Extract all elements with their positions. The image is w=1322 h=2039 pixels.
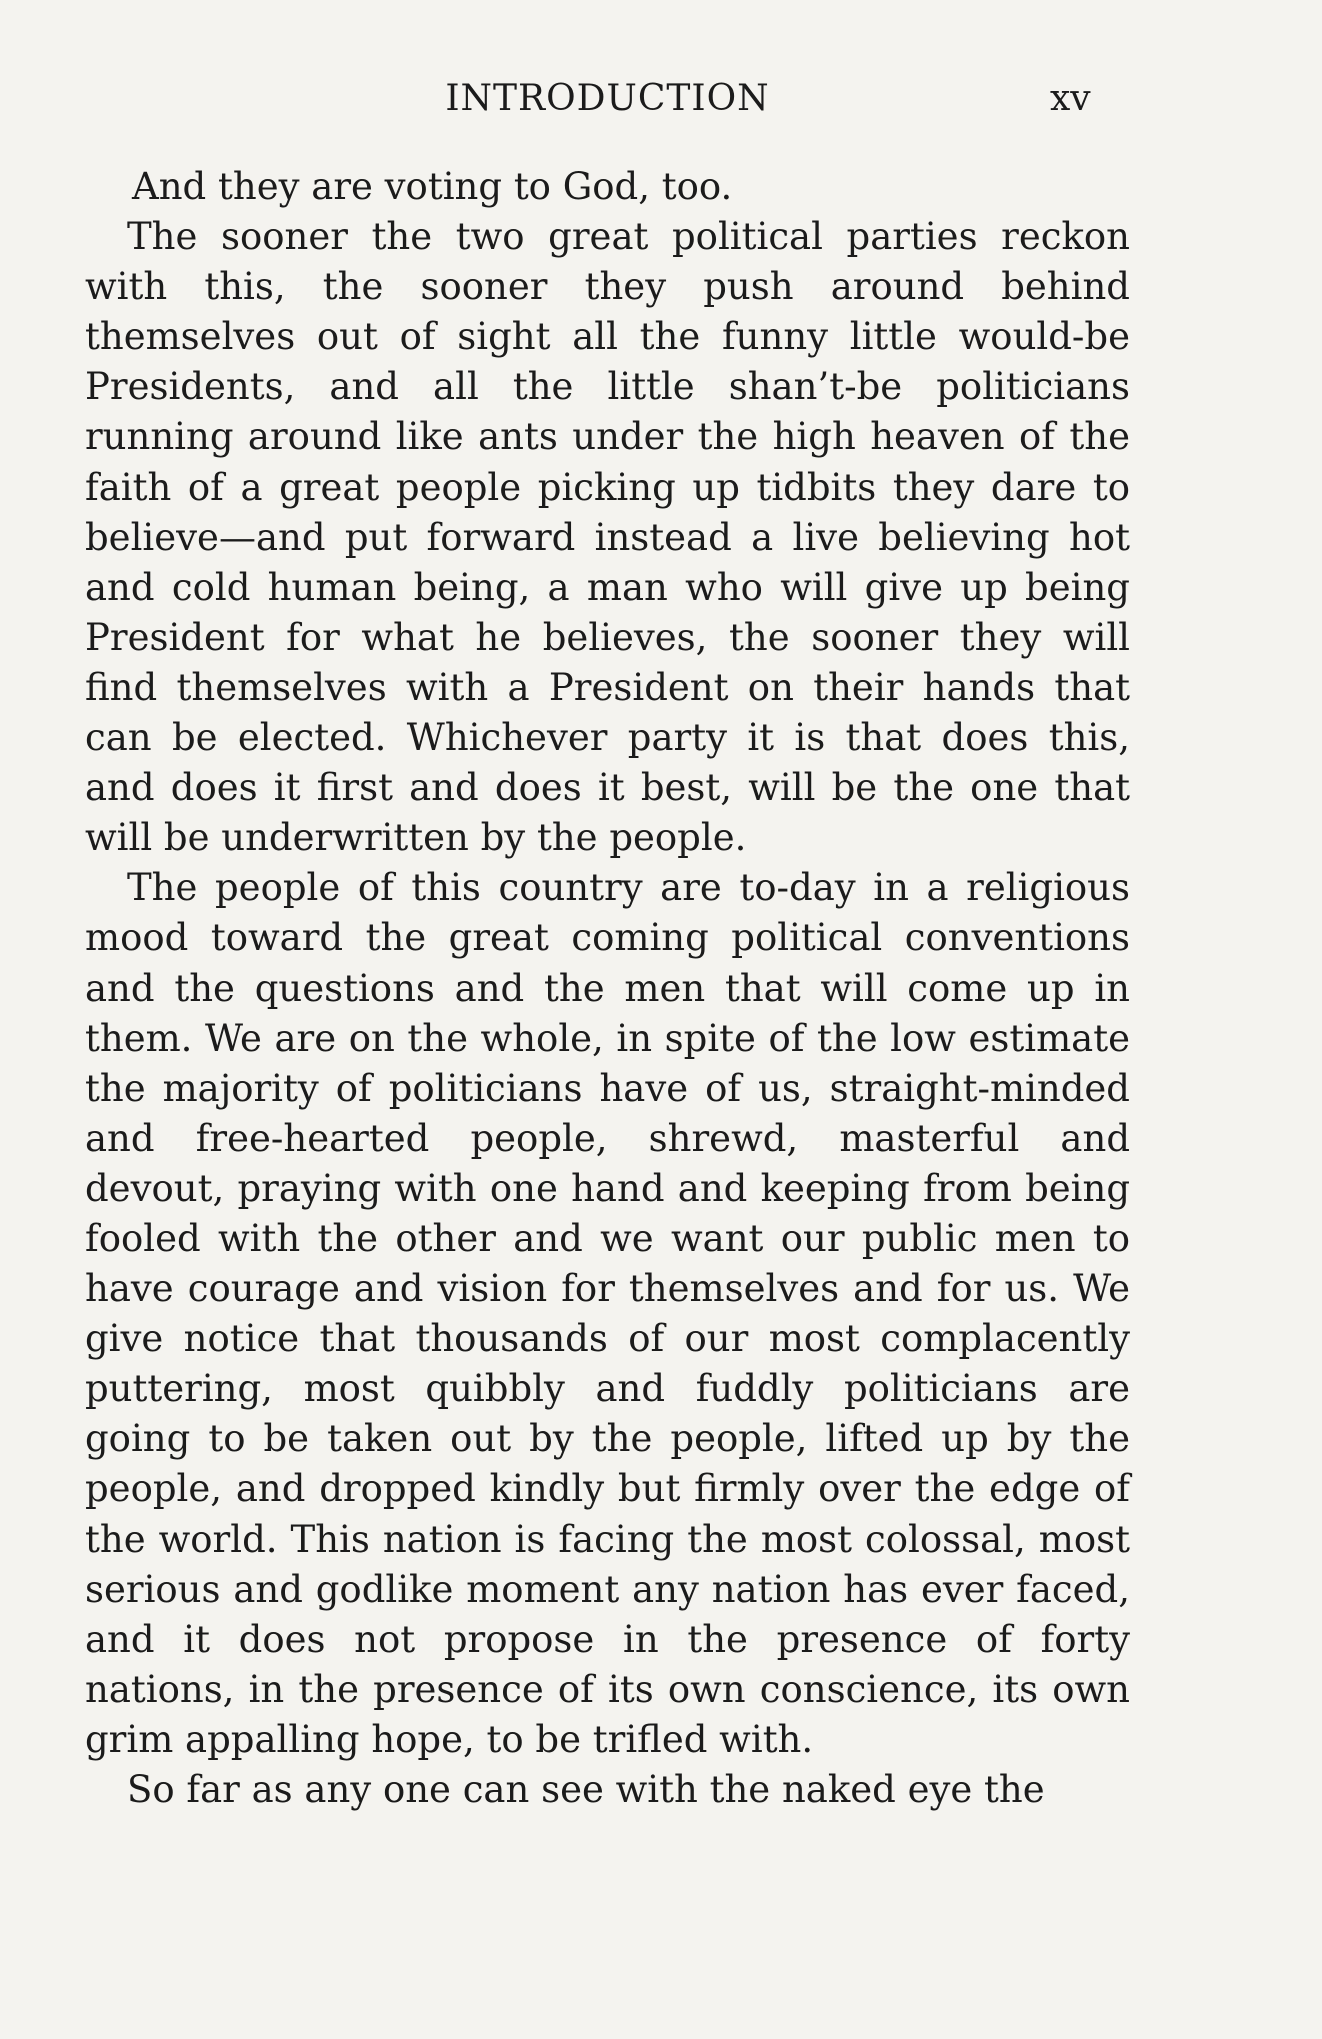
- page-number: xv: [1050, 78, 1091, 119]
- paragraph: And they are voting to God, too.: [132, 165, 733, 208]
- body-text: [85, 162, 1130, 1815]
- paragraph: So far as any one can see with the naked eye the: [127, 1768, 1045, 1811]
- page-header: [0, 78, 1322, 138]
- running-title: INTRODUCTION: [445, 78, 770, 119]
- paragraph: The people of this country are to-day in a religious mood toward the great coming political conventions and the questions and the men that will come up in them. We are on the whole, in spite of the low estimate the majority of politicians have of us, straight-minded and free-hearted people, shrewd, masterful and devout, praying with one hand and keeping from being fooled with the other and we want our public men to have courage and vision for themselves and for us. We give notice that thousands of our most complacently puttering, most quibbly and fuddly politicians are going to be taken out by the people, lifted up by the people, and dropped kindly but firmly over the edge of the world. This nation is facing the most colossal, most serious and godlike moment any nation has ever faced, and it does not propose in the presence of forty nations, in the presence of its own conscience, its own grim appalling hope, to be trifled with.: [85, 866, 1130, 1761]
- paragraph: The sooner the two great political parties reckon with this, the sooner they push around behind themselves out of sight all the funny little would-be Presidents, and all the little shan’t-be politicians running around like ants under the high heaven of the faith of a great people picking up tidbits they dare to believe—and put forward instead a live believing hot and cold human being, a man who will give up being President for what he believes, the sooner they will find themselves with a President on their hands that can be elected. Whichever party it is that does this, and does it first and does it best, will be the one that will be underwritten by the people.: [85, 215, 1130, 860]
